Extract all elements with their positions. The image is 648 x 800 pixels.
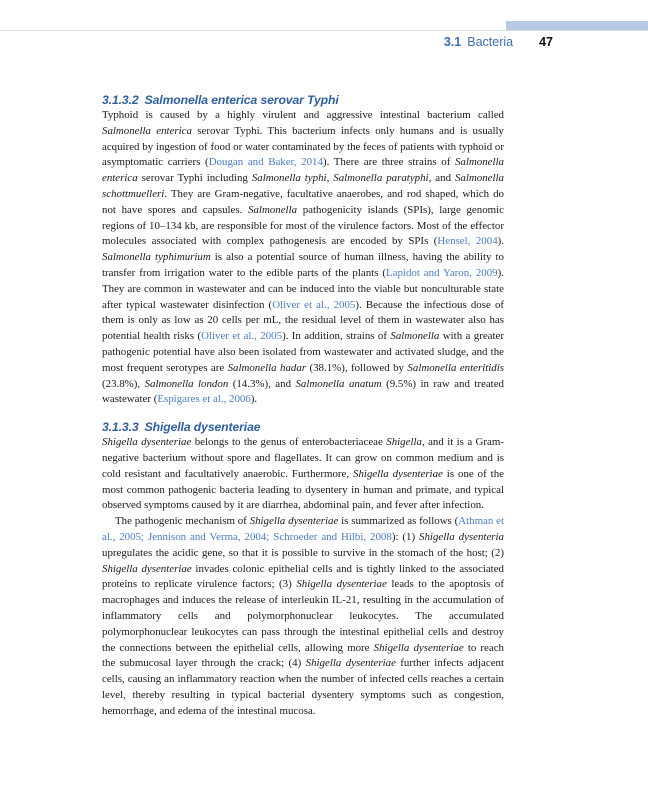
section-heading-shigella bbox=[102, 419, 504, 435]
text-run: ). bbox=[250, 393, 258, 406]
page-body bbox=[102, 92, 504, 719]
taxon-name: Shigella dysenteriae bbox=[102, 562, 192, 575]
text-run: Typhoid is caused by a highly virulent and aggressive intestinal bacterium called bbox=[102, 109, 504, 121]
page-number: 47 bbox=[539, 35, 553, 49]
citation-link[interactable]: Dougan and Baker, 2014 bbox=[208, 156, 323, 169]
text-run: ). Because the infectious dose of them is only as low as 20 cells per mL, the residual level of them in wastewater also has potential health risks ( bbox=[102, 298, 505, 343]
text-run: upregulates the acidic gene, so that it is possible to survive in the stomach of the host; (2) bbox=[102, 546, 504, 559]
taxon-name: Shigella dysenteriae bbox=[296, 578, 387, 591]
text-run: ). They are common in wastewater and can be induced into the viable but nonculturable state after typical wastewater disinfection ( bbox=[102, 266, 504, 311]
text-run: , bbox=[326, 172, 334, 185]
paragraph bbox=[102, 514, 504, 719]
text-run: with a greater pathogenic potential have also been isolated from wastewater and activated sludge, and the most frequent serotypes are bbox=[102, 330, 504, 374]
taxon-name: Shigella dysenteriae bbox=[353, 467, 443, 480]
text-run: is also a potential source of human illness, having the ability to transfer from irrigation water to the edible parts of the plants ( bbox=[102, 251, 504, 279]
text-run: serovar Typhi. This bacterium infects only humans and is usually acquired by ingestion of food or water contaminated by the feces of patients with typhoid or asymptomatic carriers ( bbox=[102, 124, 504, 169]
text-run: (9.5%) in raw and treated wastewater ( bbox=[102, 377, 504, 406]
text-run: . They are Gram-negative, facultative anaerobes, and rod shaped, which do not have spores and capsules. bbox=[102, 187, 504, 216]
running-head bbox=[0, 35, 553, 51]
taxon-name: Salmonella bbox=[390, 330, 440, 343]
taxon-name: Salmonella bbox=[248, 203, 298, 216]
running-head-section-number: 3.1 bbox=[443, 35, 462, 49]
taxon-name: Shigella dysenteriae bbox=[102, 436, 192, 449]
taxon-name: Salmonella typhi bbox=[251, 172, 327, 185]
text-run: to reach the submucosal layer through the crack; (4) bbox=[102, 641, 504, 670]
text-run: is one of the most common pathogenic bacteria leading to dysentery in human and primate, and typical observed symptoms caused by it are diarrhea, abdominal pain, and fever after infection. bbox=[102, 467, 504, 512]
taxon-name: Salmonella enterica bbox=[102, 124, 192, 137]
text-run: ). bbox=[497, 235, 505, 248]
paragraph bbox=[102, 108, 504, 408]
taxon-name: Salmonella enterica bbox=[102, 156, 504, 185]
taxon-name: Salmonella enteritidis bbox=[407, 361, 505, 374]
text-run: invades colonic epithelial cells and is tightly linked to the associated proteins to replicate virulence factors; (3) bbox=[102, 562, 504, 591]
header-accent-bar bbox=[506, 21, 648, 30]
running-head-section-title: Bacteria bbox=[467, 35, 514, 49]
text-run: (38.1%), followed by bbox=[306, 361, 408, 374]
taxon-name: Salmonella hadar bbox=[227, 361, 307, 374]
text-run: ). There are three strains of bbox=[322, 156, 455, 169]
section-number: 3.1.3.2 bbox=[102, 93, 139, 107]
text-run: ). In addition, strains of bbox=[282, 330, 391, 343]
taxon-name: Salmonella anatum bbox=[295, 377, 382, 390]
citation-link[interactable]: Oliver et al., 2005 bbox=[272, 298, 356, 311]
section-heading-salmonella bbox=[102, 92, 504, 108]
text-run: serovar Typhi including bbox=[137, 172, 252, 185]
taxon-name: Salmonella typhimurium bbox=[102, 251, 211, 264]
section-number: 3.1.3.3 bbox=[102, 420, 139, 435]
taxon-name: Salmonella schottmuelleri bbox=[102, 172, 504, 200]
text-run: belongs to the genus of enterobacteriaceae bbox=[191, 436, 387, 449]
text-run: (23.8%), bbox=[102, 377, 145, 390]
text-run: The pathogenic mechanism of bbox=[115, 515, 250, 528]
taxon-name: Salmonella paratyphi bbox=[333, 172, 429, 185]
section-title: Salmonella enterica serovar Typhi bbox=[144, 93, 339, 107]
text-run: leads to the apoptosis of macrophages and induces the release of interleukin IL-21, resulting in the accumulation of inflammatory cells and polymorphonuclear leukocytes. The accumulated polymorphonuclear leukocytes can pass through the intestinal epithelial cells and destroy the connections between the epithelial cells, allowing more bbox=[102, 578, 505, 654]
text-run: pathogenicity islands (SPIs), large genomic regions of 10–134 kb, are responsible for most of the virulence factors. Most of the effector molecules associated with complex pathogenesis are encoded by SPIs ( bbox=[102, 203, 504, 248]
taxon-name: Salmonella london bbox=[144, 377, 229, 390]
taxon-name: Shigella bbox=[386, 436, 422, 449]
text-run: , and it is a Gram-negative bacterium without spore and flagellates. It can grow on common medium and is cold resistant and facultatively anaerobic. Furthermore, bbox=[102, 436, 504, 480]
text-run: ): (1) bbox=[391, 530, 420, 543]
taxon-name: Shigella dysenteriae bbox=[249, 515, 339, 528]
taxon-name: Shigella dysenteriae bbox=[305, 657, 396, 670]
header-rule bbox=[0, 30, 648, 31]
citation-link[interactable]: Hensel, 2004 bbox=[437, 235, 498, 248]
citation-link[interactable]: Espigares et al., 2006 bbox=[157, 393, 251, 406]
citation-link[interactable]: Lapidot and Yaron, 2009 bbox=[386, 266, 498, 279]
section-title: Shigella dysenteriae bbox=[144, 420, 261, 435]
citation-link[interactable]: Athman et al., 2005; Jennison and Verma, 2004; Schroeder and Hilbi, 2008 bbox=[102, 515, 504, 543]
text-run: (14.3%), and bbox=[228, 377, 296, 390]
text-run: further infects adjacent cells, causing an inflammatory reaction when the number of infected cells reaches a certain level, thereby resulting in typical bacterial dysentery symptoms such as congestion, hemorrhage, and edema of the intestinal mucosa. bbox=[102, 657, 504, 717]
taxon-name: Shigella dysenteriae bbox=[373, 641, 464, 654]
text-run: is summarized as follows ( bbox=[338, 515, 459, 528]
text-run: , and bbox=[428, 172, 455, 185]
citation-link[interactable]: Oliver et al., 2005 bbox=[201, 330, 283, 343]
taxon-name: Shigella dysenteria bbox=[419, 530, 504, 543]
paragraph bbox=[102, 435, 504, 514]
